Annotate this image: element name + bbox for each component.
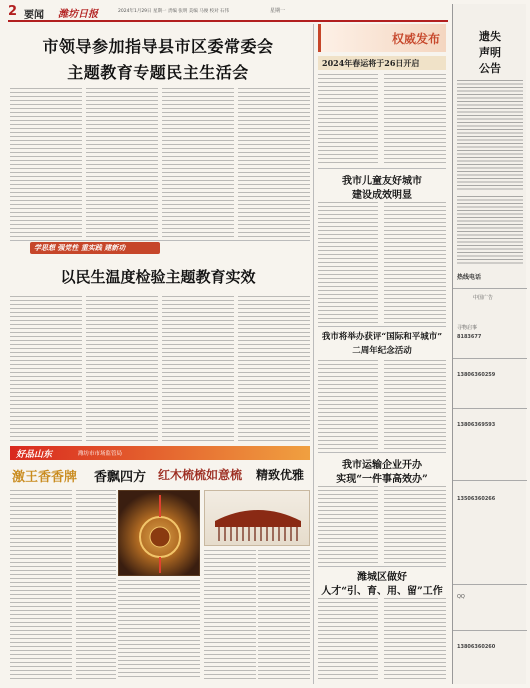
incense-headline-a: 激王香香牌	[12, 470, 78, 485]
masthead-meta: 2024年1月29日 星期一 责编 张明 美编 马俊 校对 石伟	[118, 9, 230, 14]
classifieds-title-1: 遗失	[479, 30, 501, 43]
peace-city-body-col2	[384, 360, 446, 450]
spring-travel-headline: 2024年春运将于26日开启	[322, 58, 420, 68]
good-products-banner	[10, 446, 310, 460]
classifieds-phone-label: 热线电话	[457, 274, 482, 281]
masthead	[8, 4, 448, 20]
incense-body-col2	[76, 490, 116, 680]
ad-label-1: 寻物启事	[457, 325, 478, 331]
classifieds-sidebar	[452, 4, 526, 684]
classifieds-divider-1	[453, 288, 527, 289]
good-products-sub: 潍坊市市场监管局	[78, 451, 123, 457]
main-column-divider	[313, 24, 314, 684]
comb-headline-c: 红木梳梳如意梳	[158, 468, 243, 482]
masthead-weekday: 星期一	[270, 8, 286, 14]
peace-city-body-col1	[318, 360, 378, 450]
ad-value-6: 13806360260	[457, 644, 496, 650]
section-divider-5	[318, 566, 446, 567]
classifieds-title-3: 公告	[479, 62, 501, 75]
spring-travel-body-col2	[384, 74, 446, 164]
comb-icon	[205, 491, 311, 547]
comb-headline-box	[156, 464, 310, 486]
ad-value-3: 13806369593	[457, 422, 496, 428]
authority-banner	[318, 24, 446, 52]
talent-body-col1	[318, 598, 378, 680]
main-article-body-col1	[10, 88, 82, 238]
classifieds-divider-4	[453, 480, 527, 481]
talent-headline-1: 潍城区做好	[357, 572, 407, 583]
section-divider-1	[10, 240, 310, 241]
comb-body-col1	[204, 550, 256, 680]
ad-value-4: 13506360266	[457, 496, 496, 502]
spring-travel-title-box	[318, 56, 446, 70]
classifieds-notice-text-1	[457, 80, 523, 190]
paper-name: 潍坊日报	[58, 9, 98, 20]
peace-city-headline-1: 我市将举办获评“国际和平城市”	[321, 332, 443, 342]
second-article-body-col4	[238, 296, 310, 442]
transport-headline-2: 实现“一件事高效办”	[336, 474, 428, 485]
child-city-headline-1: 我市儿童友好城市	[342, 176, 422, 187]
comb-photo	[204, 490, 310, 546]
second-article-body-col3	[162, 296, 234, 442]
child-city-headline-2: 建设成效明显	[352, 190, 412, 201]
transport-body-col2	[384, 486, 446, 564]
ornament-icon	[119, 491, 201, 577]
spring-travel-body-col1	[318, 74, 378, 164]
masthead-rule	[8, 20, 448, 22]
section-divider-4	[318, 452, 446, 453]
main-headline-2: 主题教育专题民主生活会	[67, 63, 249, 82]
ad-value-2: 13806360259	[457, 372, 496, 378]
main-headline-1: 市领导参加指导县市区委常委会	[42, 37, 274, 56]
classifieds-title-2: 声明	[479, 46, 501, 59]
second-article-kicker	[30, 242, 160, 254]
incense-body-col1	[10, 490, 72, 680]
main-article-body-col2	[86, 88, 158, 238]
talent-body-col2	[384, 598, 446, 680]
good-products-label: 好品山东	[16, 450, 53, 460]
ad-label-0: 中国广告	[473, 295, 494, 301]
second-article-headline: 以民生温度检验主题教育实效	[60, 268, 256, 286]
classifieds-divider-3	[453, 408, 527, 409]
section-name: 要闻	[24, 10, 44, 21]
classifieds-divider-6	[453, 630, 527, 631]
classifieds-divider-2	[453, 358, 527, 359]
classifieds-divider-5	[453, 584, 527, 585]
transport-body-col1	[318, 486, 378, 564]
section-divider-2	[318, 168, 446, 169]
section-divider-3	[318, 326, 446, 327]
comb-body-col2	[258, 550, 310, 680]
incense-headline-b: 香飘四方	[94, 470, 147, 485]
incense-headline-box	[10, 464, 152, 486]
second-article-body-col2	[86, 296, 158, 442]
page-number: 2	[8, 4, 18, 19]
child-city-body-col2	[384, 202, 446, 324]
classifieds-notice-text-2	[457, 196, 523, 266]
main-article-body-col3	[162, 88, 234, 238]
child-city-body-col1	[318, 202, 378, 324]
main-article-body-col4	[238, 88, 310, 238]
ornament-caption-text	[118, 580, 200, 680]
authority-banner-label: 权威发布	[391, 32, 440, 46]
ornament-photo	[118, 490, 200, 576]
second-article-body-col1	[10, 296, 82, 442]
peace-city-headline-2: 二周年纪念活动	[352, 346, 412, 356]
kicker-text: 学思想 强党性 重实践 建新功	[34, 243, 126, 252]
ad-value-1: 8183677	[457, 334, 482, 340]
talent-headline-2: 人才“引、育、用、留”工作	[321, 586, 443, 597]
ad-label-5: QQ	[457, 594, 465, 600]
comb-headline-d: 精致优雅	[256, 468, 305, 482]
transport-headline-1: 我市运输企业开办	[342, 460, 422, 471]
